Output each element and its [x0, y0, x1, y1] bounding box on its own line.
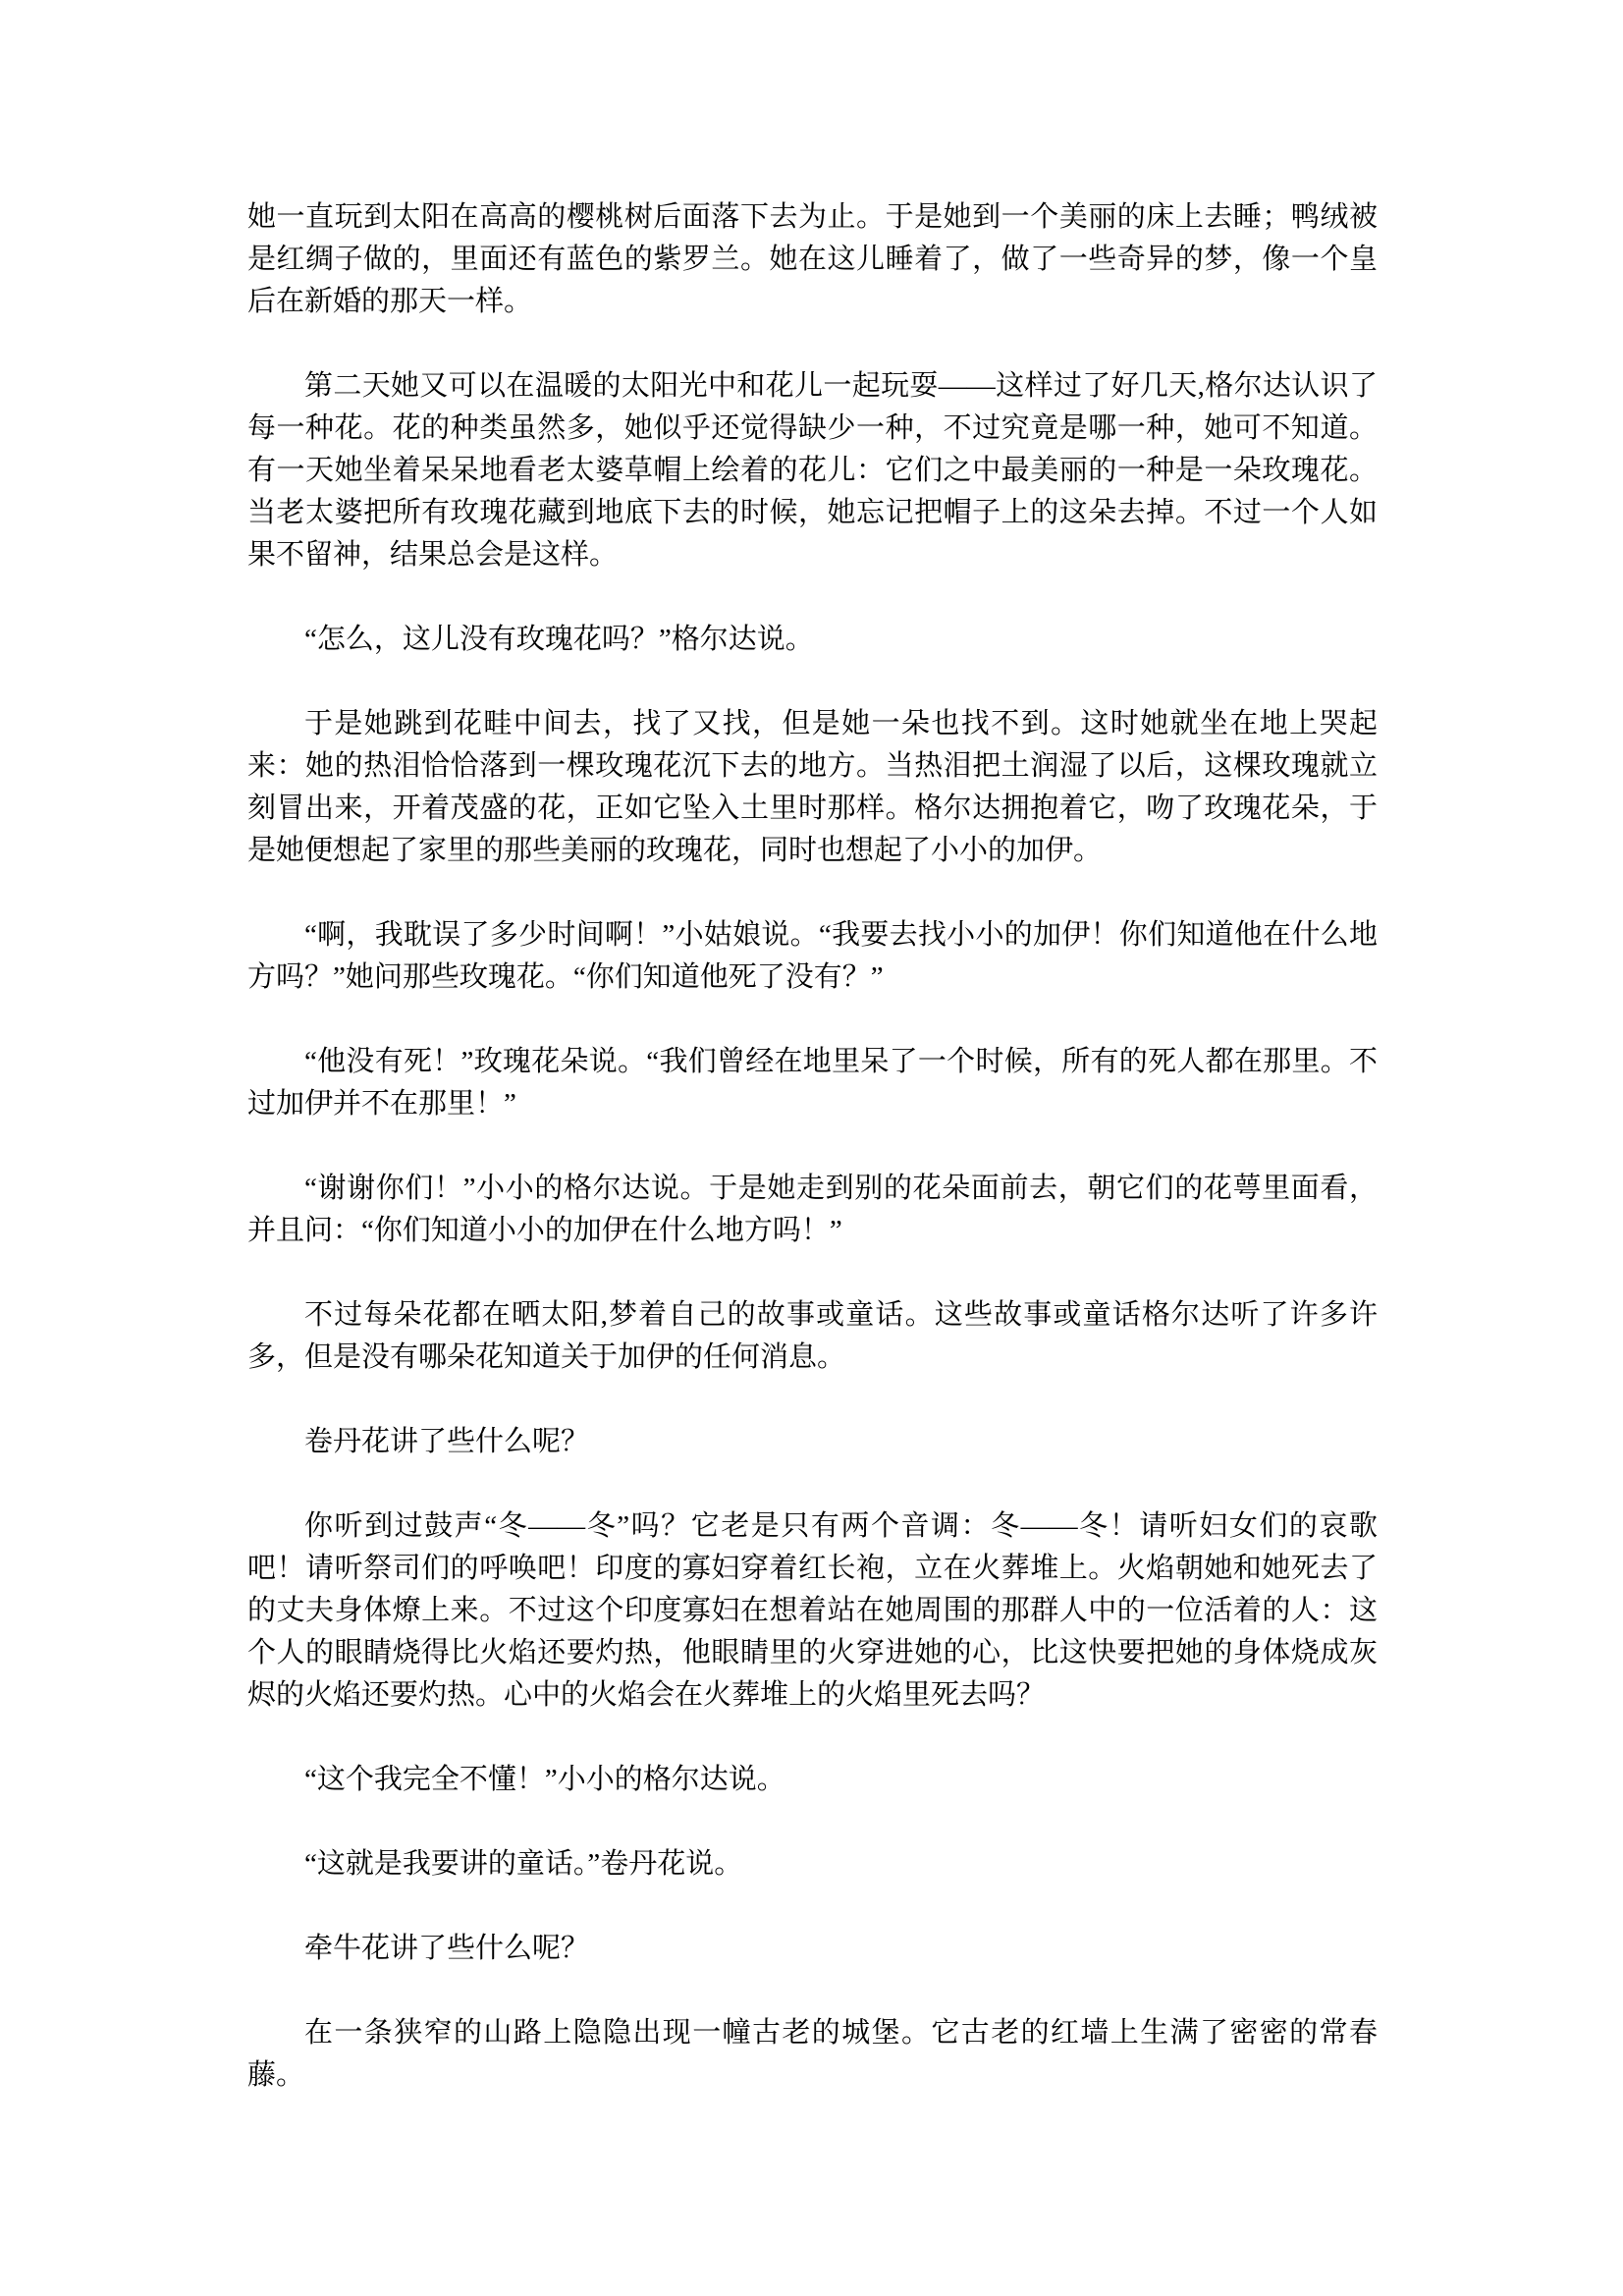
document-body [247, 196, 1378, 2097]
paragraph: “谢谢你们！”小小的格尔达说。于是她走到别的花朵面前去，朝它们的花萼里面看，并且问：“你们知道小小的加伊在什么地方吗！” [247, 1173, 1378, 1246]
paragraph: “啊，我耽误了多少时间啊！”小姑娘说。“我要去找小小的加伊！你们知道他在什么地方吗？”她问那些玫瑰花。“你们知道他死了没有？” [247, 919, 1378, 993]
paragraph: 于是她跳到花畦中间去，找了又找，但是她一朵也找不到。这时她就坐在地上哭起来：她的热泪恰恰落到一棵玫瑰花沉下去的地方。当热泪把土润湿了以后，这棵玫瑰就立刻冒出来，开着茂盛的花，正如它坠入土里时那样。格尔达拥抱着它，吻了玫瑰花朵，于是她便想起了家里的那些美丽的玫瑰花，同时也想起了小小的加伊。 [247, 708, 1378, 866]
paragraph: 第二天她又可以在温暖的太阳光中和花儿一起玩耍——这样过了好几天,格尔达认识了每一种花。花的种类虽然多，她似乎还觉得缺少一种，不过究竟是哪一种，她可不知道。有一天她坐着呆呆地看老太婆草帽上绘着的花儿：它们之中最美丽的一种是一朵玫瑰花。当老太婆把所有玫瑰花藏到地底下去的时候，她忘记把帽子上的这朵去掉。不过一个人如果不留神，结果总会是这样。 [247, 370, 1378, 571]
paragraph: “这就是我要讲的童话。”卷丹花说。 [304, 1848, 743, 1880]
paragraph: 她一直玩到太阳在高高的樱桃树后面落下去为止。于是她到一个美丽的床上去睡；鸭绒被是红绸子做的，里面还有蓝色的紫罗兰。她在这儿睡着了，做了一些奇异的梦，像一个皇后在新婚的那天一样。 [247, 201, 1378, 317]
paragraph: 在一条狭窄的山路上隐隐出现一幢古老的城堡。它古老的红墙上生满了密密的常春藤。 [247, 2017, 1378, 2091]
paragraph: 你听到过鼓声“冬——冬”吗？它老是只有两个音调：冬——冬！请听妇女们的哀歌吧！请听祭司们的呼唤吧！印度的寡妇穿着红长袍，立在火葬堆上。火焰朝她和她死去了的丈夫身体燎上来。不过这个印度寡妇在想着站在她周围的那群人中的一位活着的人：这个人的眼睛烧得比火焰还要灼热，他眼睛里的火穿进她的心，比这快要把她的身体烧成灰烬的火焰还要灼热。心中的火焰会在火葬堆上的火焰里死去吗？ [247, 1510, 1378, 1711]
paragraph: 不过每朵花都在晒太阳,梦着自己的故事或童话。这些故事或童话格尔达听了许多许多，但是没有哪朵花知道关于加伊的任何消息。 [247, 1299, 1378, 1373]
paragraph: “怎么，这儿没有玫瑰花吗？”格尔达说。 [304, 624, 814, 655]
paragraph: 卷丹花讲了些什么呢？ [304, 1426, 590, 1457]
paragraph: “他没有死！”玫瑰花朵说。“我们曾经在地里呆了一个时候，所有的死人都在那里。不过加伊并不在那里！” [247, 1046, 1378, 1120]
paragraph: 牵牛花讲了些什么呢？ [304, 1933, 590, 1964]
paragraph: “这个我完全不懂！”小小的格尔达说。 [304, 1764, 785, 1795]
